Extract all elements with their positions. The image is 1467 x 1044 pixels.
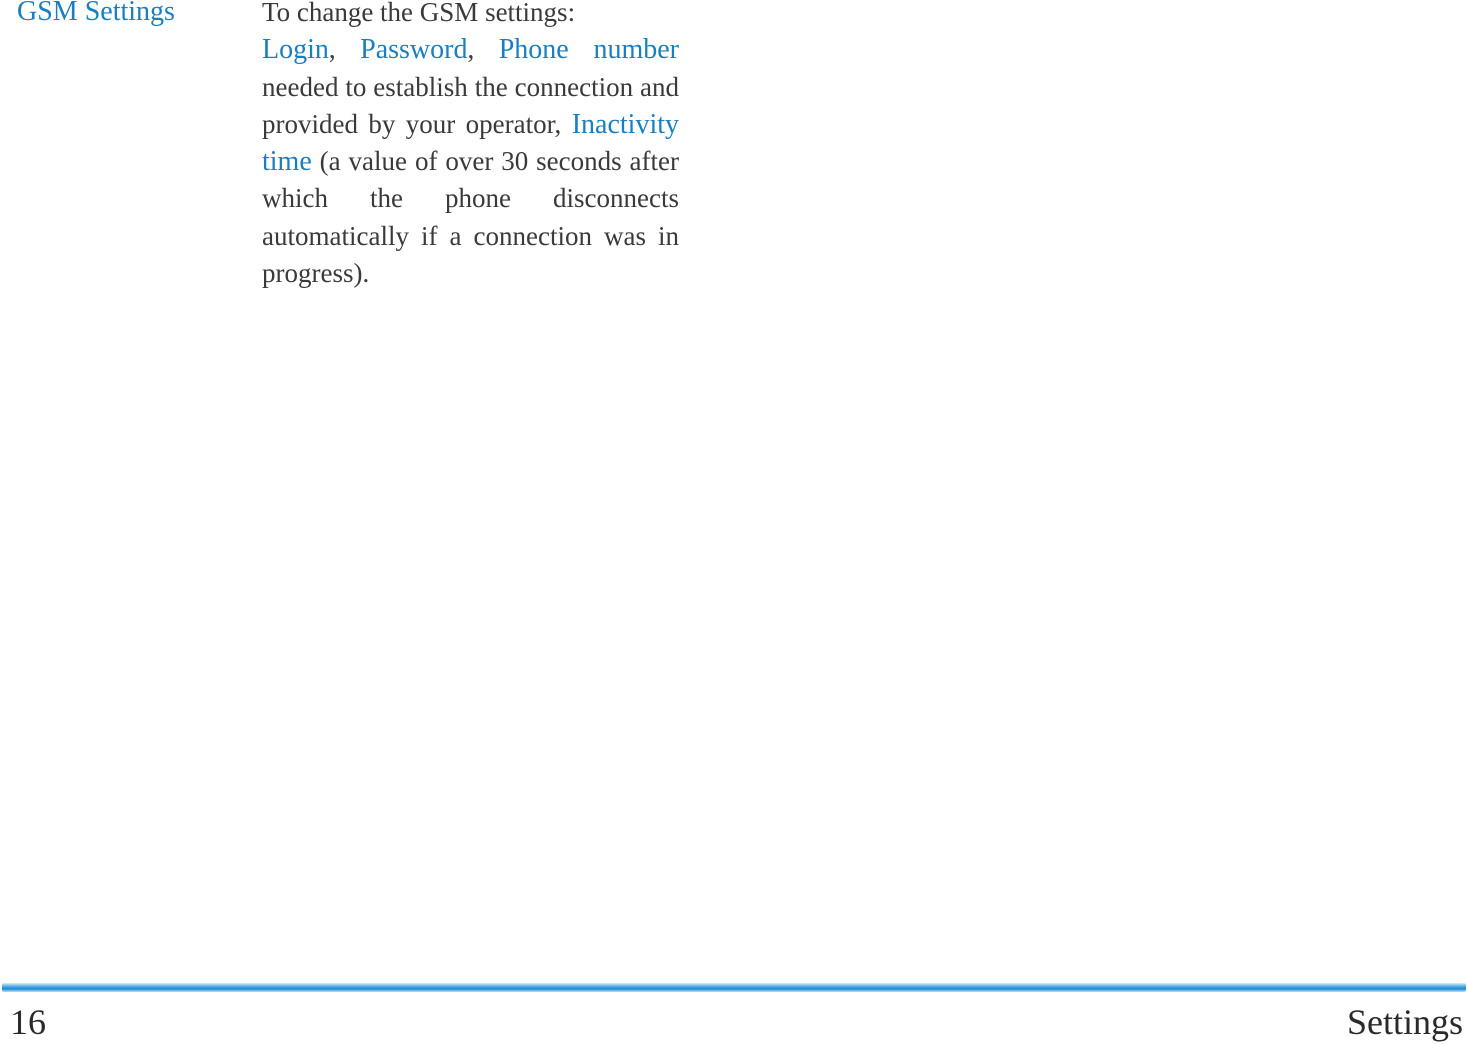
footer-rule	[2, 983, 1466, 992]
term-login: Login	[262, 34, 329, 66]
term-phone-number: Phone number	[498, 34, 680, 66]
chapter-name: Settings	[1346, 1002, 1463, 1042]
term-inactivity-time: Inactivity time	[262, 108, 679, 178]
body-text-segment: (a value of over 30 seconds after which the phone disconnects automatically if a connection was in progress).	[262, 146, 679, 289]
body-text-segment: needed to establish the connection and provided by your operator,	[262, 71, 679, 139]
intro-text: To change the GSM settings:	[262, 0, 576, 27]
term-password: Password	[360, 34, 468, 66]
page-number: 16	[10, 1002, 46, 1042]
separator: ,	[467, 34, 499, 65]
separator: ,	[328, 34, 361, 65]
section-heading: GSM Settings	[17, 0, 175, 27]
body-paragraph	[262, 0, 679, 292]
